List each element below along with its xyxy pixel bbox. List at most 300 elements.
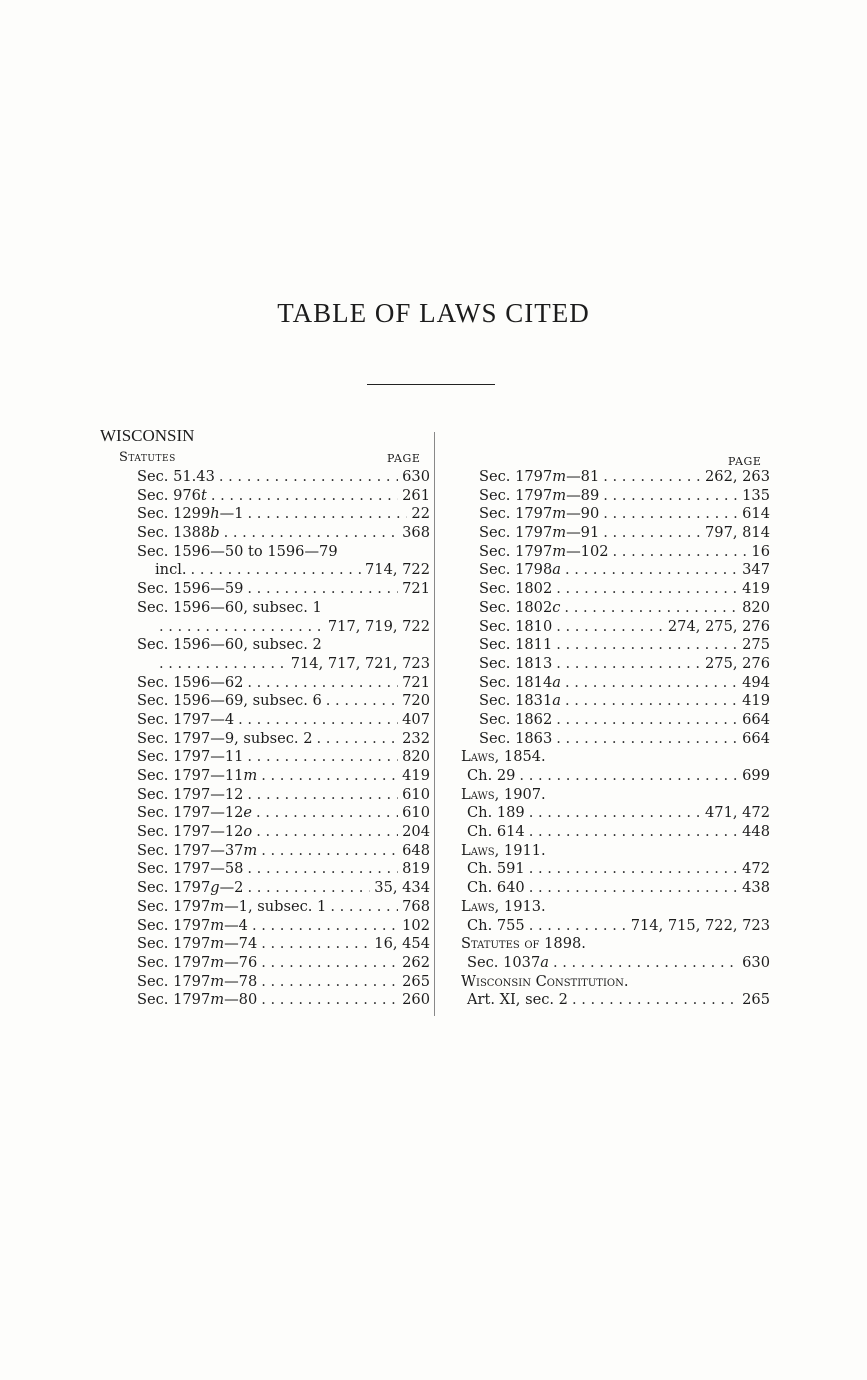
page-number: 419	[742, 692, 770, 710]
subheading	[461, 898, 770, 917]
entry-label	[479, 599, 560, 618]
dot-leader	[191, 561, 361, 580]
page-number: 265	[742, 991, 770, 1009]
page-number: 448	[742, 823, 770, 841]
dot-leader	[159, 618, 324, 637]
table-row	[137, 860, 430, 879]
table-row	[461, 879, 770, 898]
table-row	[461, 917, 770, 936]
page-number: 717, 719, 722	[327, 617, 430, 635]
dot-leader	[261, 935, 370, 954]
entry-label-main: Sec. 1596—69, subsec. 6	[137, 692, 322, 710]
page-number: 368	[402, 524, 430, 542]
page-number: 610	[402, 804, 430, 822]
entry-label-suffix: m	[210, 991, 225, 1009]
entry-label	[137, 487, 207, 506]
dot-leader	[603, 524, 701, 543]
entry-label	[137, 748, 243, 767]
page-number: 664	[742, 710, 770, 728]
dot-leader	[556, 655, 701, 674]
entry-label-main: Sec. 1814	[479, 673, 553, 691]
entry-label-main: Ch. 189	[467, 804, 525, 822]
page-number: 275	[742, 636, 770, 654]
entry-label-main: Sec. 1798	[479, 561, 553, 579]
dot-leader	[247, 786, 398, 805]
subheading	[461, 748, 770, 767]
column-divider	[434, 432, 435, 1016]
dot-leader	[529, 917, 627, 936]
entry-label	[137, 636, 322, 655]
page-number: 419	[742, 580, 770, 598]
page-number: 275, 276	[705, 654, 770, 672]
entry-label-main: Ch. 640	[467, 879, 525, 897]
entry-label-main: Sec. 1596—60, subsec. 1	[137, 598, 322, 616]
subheading-text: Laws, 1911.	[461, 841, 546, 859]
entry-label-main: Sec. 1388	[137, 524, 211, 542]
title-rule	[367, 384, 495, 385]
entry-label-main: Sec. 1797	[137, 916, 211, 934]
table-row	[461, 823, 770, 842]
entry-label	[137, 879, 243, 898]
entry-label-main: Sec. 1797—12	[137, 804, 244, 822]
dot-leader	[219, 468, 398, 487]
dot-leader	[564, 599, 738, 618]
page-number: 630	[742, 953, 770, 971]
entry-label-tail: —1, subsec. 1	[224, 897, 327, 915]
entry-label	[467, 917, 525, 936]
entry-label	[137, 954, 257, 973]
page-number: 720	[402, 692, 430, 710]
table-row	[137, 636, 430, 655]
subheading	[461, 935, 770, 954]
page-number: 419	[402, 767, 430, 784]
entry-label-main: Ch. 591	[467, 860, 525, 878]
entry-label	[137, 468, 215, 487]
dot-leader	[261, 991, 398, 1010]
dot-leader	[519, 767, 738, 786]
entry-label-suffix: m	[243, 841, 258, 859]
table-row	[137, 973, 430, 992]
table-row	[461, 954, 770, 973]
entry-label	[467, 860, 525, 879]
dot-leader	[211, 487, 398, 506]
entry-label-main: Sec. 1797	[137, 879, 211, 897]
subheading-text: Laws, 1854.	[461, 748, 546, 766]
page-title: TABLE OF LAWS CITED	[277, 298, 590, 328]
table-row	[137, 898, 430, 917]
dot-leader	[330, 898, 398, 917]
entry-label	[479, 692, 561, 711]
entry-label	[479, 487, 599, 506]
dot-leader	[247, 879, 370, 898]
entry-label-main: Sec. 1797—11	[137, 748, 244, 766]
entry-label	[137, 692, 322, 711]
table-row	[461, 543, 770, 562]
page-number: 265	[402, 972, 430, 990]
entry-label	[479, 468, 599, 487]
table-row	[137, 487, 430, 506]
dot-leader	[256, 823, 398, 842]
entry-label-suffix: a	[552, 561, 561, 579]
entry-label-suffix: m	[552, 468, 567, 485]
entry-label-main: Sec. 1797—58	[137, 860, 244, 878]
table-row	[461, 730, 770, 749]
entry-label-main: Sec. 1862	[479, 710, 553, 728]
entry-label-suffix: m	[210, 916, 225, 934]
table-row	[137, 561, 430, 580]
entry-label-main: Sec. 1811	[479, 636, 553, 654]
entry-label-main: incl.	[155, 561, 187, 579]
dot-leader	[603, 487, 738, 506]
dot-leader	[572, 991, 738, 1010]
page-number: 347	[742, 561, 770, 579]
entry-label-main: Sec. 1797	[137, 935, 211, 953]
entry-label	[137, 730, 312, 749]
table-row	[137, 618, 430, 637]
entry-label-main: Sec. 1863	[479, 729, 553, 747]
entry-label-main: Sec. 1802	[479, 598, 553, 616]
entry-label	[137, 935, 257, 954]
entry-label-main: Sec. 1831	[479, 692, 553, 710]
page-number: 274, 275, 276	[667, 617, 770, 635]
table-row	[137, 935, 430, 954]
table-row	[137, 842, 430, 861]
entry-label-main: Sec. 1810	[479, 617, 553, 635]
table-row	[137, 767, 430, 786]
table-row	[461, 636, 770, 655]
page-number: 714, 717, 721, 723	[290, 654, 430, 672]
entry-label-suffix: h	[210, 505, 220, 523]
page-number: 16	[751, 542, 770, 560]
dot-leader	[247, 860, 398, 879]
table-row	[137, 674, 430, 693]
dot-leader	[261, 767, 398, 786]
dot-leader	[553, 954, 738, 973]
page-number: 721	[402, 673, 430, 691]
entry-label	[137, 524, 220, 543]
dot-leader	[159, 655, 287, 674]
dot-leader	[529, 823, 738, 842]
subheading-text: Laws, 1913.	[461, 897, 546, 915]
entry-label-suffix: g	[210, 879, 220, 897]
entry-label-main: Sec. 1797—9, subsec. 2	[137, 729, 313, 747]
table-row	[461, 599, 770, 618]
entry-label-main: Sec. 1797	[137, 897, 211, 915]
entry-label	[479, 561, 561, 580]
right-column	[461, 468, 770, 1010]
dot-leader	[556, 730, 738, 749]
dot-leader	[603, 468, 701, 487]
table-row	[137, 711, 430, 730]
entry-label-tail: —89	[566, 486, 600, 504]
entry-label	[155, 561, 187, 580]
entry-label-tail: —2	[219, 879, 244, 897]
table-row	[461, 767, 770, 786]
dot-leader	[565, 561, 738, 580]
entry-label	[137, 823, 252, 842]
page-number: 494	[742, 673, 770, 691]
entry-label	[137, 543, 338, 562]
entry-label-main: Sec. 1596—62	[137, 673, 244, 691]
entry-label	[137, 580, 243, 599]
entry-label-suffix: a	[552, 692, 561, 710]
table-row	[461, 804, 770, 823]
entry-label-tail: —78	[224, 972, 258, 990]
page-header-right: PAGE	[728, 455, 762, 468]
table-row	[461, 692, 770, 711]
entry-label-suffix: t	[200, 486, 207, 504]
table-row	[461, 524, 770, 543]
table-row	[461, 860, 770, 879]
dot-leader	[238, 711, 398, 730]
dot-leader	[326, 692, 398, 711]
table-row	[461, 468, 770, 487]
entry-label-suffix: m	[210, 953, 225, 971]
page-number: 262	[402, 953, 430, 971]
entry-label	[467, 767, 515, 786]
entry-label-main: Sec. 1797—11	[137, 767, 244, 784]
entry-label-main: Sec. 1797	[137, 972, 211, 990]
page-number: 261	[402, 486, 430, 504]
page-number: 135	[742, 486, 770, 504]
subheading-text: Statutes of 1898.	[461, 935, 586, 953]
entry-label-tail: —90	[566, 505, 600, 523]
page-number: 699	[742, 767, 770, 784]
table-row	[137, 468, 430, 487]
entry-label-suffix: m	[243, 767, 258, 784]
entry-label-suffix: e	[243, 804, 253, 822]
entry-label	[137, 860, 243, 879]
entry-label	[479, 674, 561, 693]
entry-label	[467, 879, 525, 898]
table-row	[137, 917, 430, 936]
dot-leader	[603, 505, 738, 524]
entry-label-main: Sec. 1797	[479, 542, 553, 560]
table-row	[461, 711, 770, 730]
subheading	[461, 842, 770, 861]
table-row	[137, 879, 430, 898]
entry-label-suffix: m	[552, 486, 567, 504]
entry-label-main: Art. XI, sec. 2	[467, 991, 568, 1009]
entry-label	[479, 618, 552, 637]
page-number: 819	[402, 860, 430, 878]
table-row	[137, 692, 430, 711]
entry-label	[137, 786, 243, 805]
subheading-text: Wisconsin Constitution.	[461, 972, 629, 990]
table-row	[137, 804, 430, 823]
dot-leader	[613, 543, 748, 562]
entry-label	[467, 954, 549, 973]
table-row	[137, 599, 430, 618]
entry-label	[137, 804, 252, 823]
page-number: 768	[402, 897, 430, 915]
entry-label-main: Sec. 1037	[467, 953, 541, 971]
entry-label-suffix: c	[552, 598, 561, 616]
dot-leader	[529, 879, 738, 898]
dot-leader	[261, 954, 398, 973]
entry-label	[137, 898, 326, 917]
entry-label-main: Sec. 1797—4	[137, 710, 235, 728]
table-row	[461, 580, 770, 599]
entry-label-tail: —81	[566, 468, 600, 485]
entry-label-main: Sec. 1299	[137, 505, 211, 523]
entry-label-suffix: m	[552, 524, 567, 542]
entry-label-main: Sec. 1797	[479, 505, 553, 523]
entry-label-tail: —1	[219, 505, 244, 523]
dot-leader	[556, 580, 738, 599]
table-row	[461, 655, 770, 674]
entry-label	[479, 636, 552, 655]
dot-leader	[556, 636, 738, 655]
table-row	[137, 655, 430, 674]
entry-label	[137, 767, 257, 786]
dot-leader	[224, 524, 399, 543]
entry-label	[479, 543, 609, 562]
page-number: 797, 814	[705, 524, 770, 542]
entry-label	[137, 505, 244, 524]
table-row	[137, 524, 430, 543]
section-heading: Statutes	[119, 450, 176, 465]
dot-leader	[261, 842, 398, 861]
entry-label-main: Sec. 976	[137, 486, 201, 504]
page-number: 721	[402, 580, 430, 598]
entry-label-suffix: a	[540, 953, 549, 971]
entry-label-suffix: o	[243, 823, 253, 841]
entry-label	[479, 524, 599, 543]
entry-label-suffix: m	[552, 542, 567, 560]
entry-label-tail: —102	[566, 542, 609, 560]
dot-leader	[556, 618, 664, 637]
page-number: 438	[742, 879, 770, 897]
dot-leader	[556, 711, 738, 730]
entry-label	[479, 730, 552, 749]
entry-label-tail: —4	[224, 916, 248, 934]
entry-label-main: Sec. 1797	[479, 486, 553, 504]
dot-leader	[529, 860, 738, 879]
entry-label-tail: —76	[224, 953, 258, 971]
page-number: 35, 434	[374, 879, 430, 897]
page-number: 820	[742, 598, 770, 616]
entry-label	[137, 973, 257, 992]
dot-leader	[565, 674, 738, 693]
entry-label-main: Ch. 755	[467, 916, 525, 934]
entry-label-main: Sec. 1596—60, subsec. 2	[137, 636, 322, 654]
table-row	[137, 991, 430, 1010]
table-row	[137, 748, 430, 767]
entry-label-main: Sec. 1797	[137, 953, 211, 971]
entry-label	[467, 991, 568, 1010]
page-number: 714, 715, 722, 723	[630, 916, 770, 934]
page-header-left: PAGE	[387, 452, 421, 465]
subheading-text: Laws, 1907.	[461, 785, 546, 803]
entry-label	[467, 823, 525, 842]
entry-label-main: Ch. 614	[467, 823, 525, 841]
entry-label	[137, 991, 257, 1010]
entry-label	[137, 917, 248, 936]
entry-label-main: Sec. 1596—59	[137, 580, 244, 598]
entry-label-tail: —80	[224, 991, 258, 1009]
entry-label-tail: —91	[566, 524, 600, 542]
entry-label-main: Sec. 1797	[479, 524, 553, 542]
subheading	[461, 786, 770, 805]
page-number: 232	[402, 729, 430, 747]
entry-label-suffix: m	[210, 935, 225, 953]
table-row	[461, 618, 770, 637]
page-number: 614	[742, 505, 770, 523]
dot-leader	[256, 804, 398, 823]
entry-label-suffix: m	[210, 897, 225, 915]
dot-leader	[565, 692, 738, 711]
page-number: 16, 454	[374, 935, 430, 953]
page-number: 472	[742, 860, 770, 878]
page-number: 648	[402, 841, 430, 859]
table-row	[137, 505, 430, 524]
entry-label-main: Sec. 1802	[479, 580, 553, 598]
entry-label-main: Sec. 51.43	[137, 468, 215, 485]
entry-label-main: Sec. 1797	[479, 468, 553, 485]
page-number: 820	[402, 748, 430, 766]
entry-label-main: Sec. 1596—50 to 1596—79	[137, 542, 338, 560]
table-row	[461, 487, 770, 506]
entry-label-main: Ch. 29	[467, 767, 516, 784]
page-number: 407	[402, 710, 430, 728]
entry-label	[137, 842, 257, 861]
page-number: 22	[411, 505, 430, 523]
dot-leader	[316, 730, 398, 749]
entry-label	[467, 804, 525, 823]
table-row	[137, 580, 430, 599]
page-number: 471, 472	[705, 804, 770, 822]
entry-label-main: Sec. 1797	[137, 991, 211, 1009]
entry-label-main: Sec. 1797—12	[137, 785, 244, 803]
entry-label-suffix: a	[552, 673, 561, 691]
left-column	[137, 468, 430, 1010]
table-row	[137, 730, 430, 749]
entry-label-suffix: m	[210, 972, 225, 990]
table-row	[461, 561, 770, 580]
entry-label-tail: —74	[224, 935, 258, 953]
page-number: 630	[402, 468, 430, 485]
dot-leader	[529, 804, 701, 823]
table-row	[461, 674, 770, 693]
dot-leader	[248, 505, 408, 524]
page-number: 260	[402, 991, 430, 1009]
entry-label	[479, 655, 552, 674]
entry-label	[137, 674, 243, 693]
table-row	[137, 823, 430, 842]
entry-label	[137, 599, 322, 618]
table-row	[461, 505, 770, 524]
table-row	[461, 991, 770, 1010]
page-number: 714, 722	[365, 561, 430, 579]
subheading	[461, 973, 770, 992]
entry-label	[137, 711, 234, 730]
table-row	[137, 786, 430, 805]
dot-leader	[261, 973, 398, 992]
page-number: 610	[402, 785, 430, 803]
dot-leader	[247, 674, 398, 693]
entry-label-main: Sec. 1813	[479, 654, 553, 672]
table-row	[137, 954, 430, 973]
entry-label-main: Sec. 1797—12	[137, 823, 244, 841]
dot-leader	[247, 580, 398, 599]
entry-label-suffix: m	[552, 505, 567, 523]
entry-label-suffix: b	[210, 524, 220, 542]
page-number: 102	[402, 916, 430, 934]
entry-label-main: Sec. 1797—37	[137, 841, 244, 859]
page-number: 262, 263	[705, 468, 770, 485]
entry-label	[479, 580, 552, 599]
